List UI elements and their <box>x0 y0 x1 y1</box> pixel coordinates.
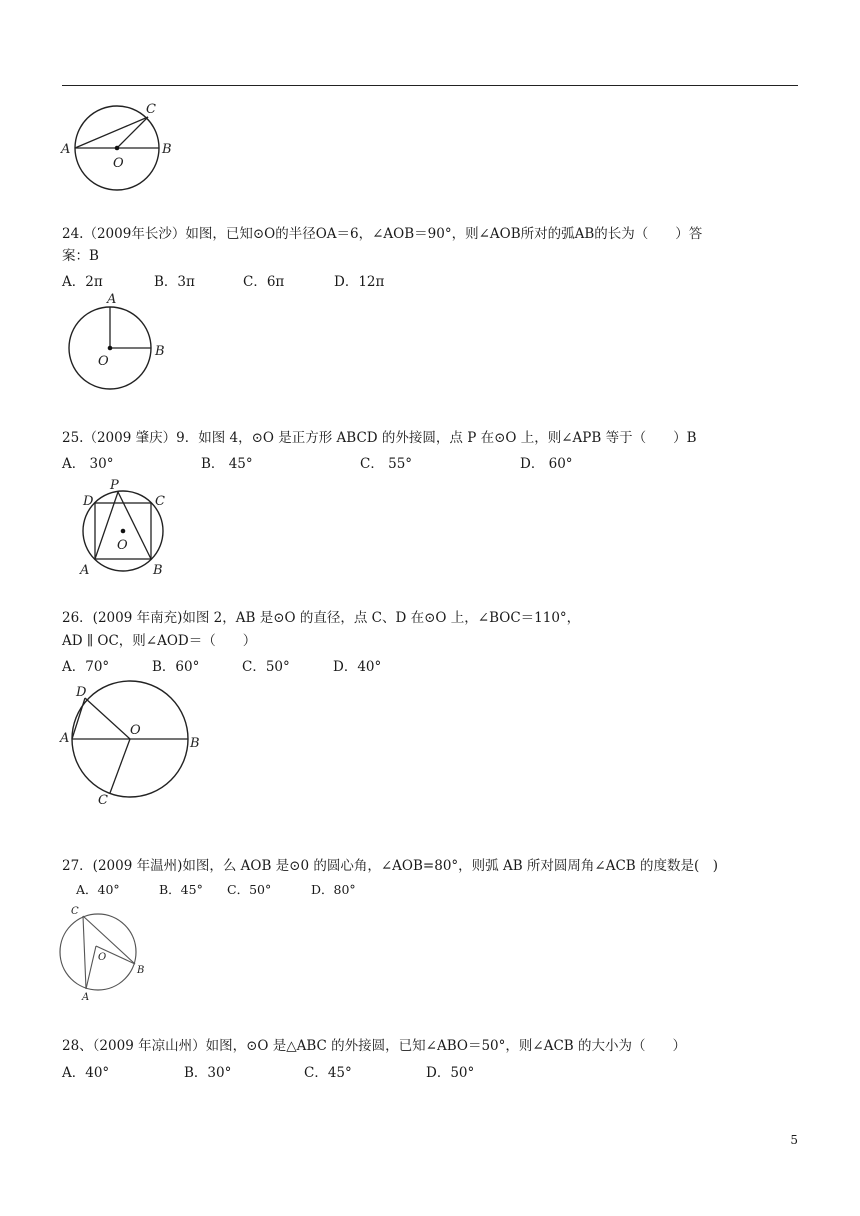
label-C: C <box>146 102 156 117</box>
label-C: C <box>98 793 108 808</box>
q28-option-c: C．45° <box>304 1065 352 1081</box>
q25-option-d: D． 60° <box>520 456 573 472</box>
label-A: A <box>82 992 90 1003</box>
label-B: B <box>155 344 165 359</box>
q27-option-a: A．40° <box>76 882 120 897</box>
q24-option-a: A．2π <box>62 274 103 290</box>
label-B: B <box>137 965 145 976</box>
q26-text-line1: 26．(2009 年南充)如图 2，AB 是⊙O 的直径，点 C、D 在⊙O 上，∠BOC＝110°， <box>62 610 581 626</box>
label-B: B <box>190 736 200 751</box>
label-A: A <box>107 292 117 307</box>
q28-option-d: D．50° <box>426 1065 475 1081</box>
q28-text-line1: 28、（2009 年凉山州）如图，⊙O 是△ABC 的外接圆，已知∠ABO＝50°，则∠ACB 的大小为（ ） <box>62 1038 686 1054</box>
label-D: D <box>83 494 94 509</box>
figure-q25 <box>75 475 175 580</box>
q26-option-b: B．60° <box>152 659 200 675</box>
q26-option-a: A．70° <box>62 659 110 675</box>
q28-option-a: A．40° <box>62 1065 110 1081</box>
q25-option-b: B． 45° <box>201 456 253 472</box>
page-number: 5 <box>790 1133 798 1147</box>
header-rule <box>62 85 798 86</box>
q24-option-b: B．3π <box>154 274 195 290</box>
q27-text-line1: 27．(2009 年温州)如图，么 AOB 是⊙0 的圆心角，∠AOB=80°，则弧 AB 所对圆周角∠ACB 的度数是( ) <box>62 858 719 874</box>
label-O: O <box>117 538 128 553</box>
q27-option-d: D．80° <box>311 882 356 897</box>
q24-text-line1: 24.（2009年长沙）如图，已知⊙O的半径OA＝6，∠AOB＝90°，则∠AOB所对的弧AB的长为（ ）答 <box>62 226 703 242</box>
q25-option-a: A． 30° <box>62 456 114 472</box>
q28-option-b: B．30° <box>184 1065 232 1081</box>
label-C: C <box>155 494 165 509</box>
q27-option-b: B．45° <box>159 882 203 897</box>
q25-text-line1: 25.（2009 肇庆）9．如图 4，⊙O 是正方形 ABCD 的外接圆，点 P 在⊙O 上，则∠APB 等于（ ）B <box>62 430 697 446</box>
q24-option-c: C．6π <box>243 274 285 290</box>
q25-option-c: C． 55° <box>360 456 413 472</box>
label-O: O <box>130 723 141 738</box>
q24-text-line2: 案：B <box>62 248 99 264</box>
q26-text-line2: AD ∥ OC，则∠AOD＝（ ） <box>62 633 257 649</box>
figure-q24 <box>58 290 178 395</box>
label-C: C <box>71 906 79 917</box>
label-B: B <box>153 563 163 578</box>
label-D: D <box>76 685 87 700</box>
q24-option-d: D．12π <box>334 274 385 290</box>
label-P: P <box>110 478 119 493</box>
label-O: O <box>98 952 107 963</box>
label-A: A <box>61 142 71 157</box>
label-O: O <box>113 156 124 171</box>
q26-option-d: D．40° <box>333 659 382 675</box>
figure-top-circle <box>58 100 178 200</box>
label-A: A <box>60 731 70 746</box>
q27-option-c: C．50° <box>227 882 272 897</box>
figure-q26 <box>58 678 208 808</box>
figure-q27 <box>58 902 158 1007</box>
label-O: O <box>98 354 109 369</box>
q26-option-c: C．50° <box>242 659 290 675</box>
label-B: B <box>162 142 172 157</box>
label-A: A <box>80 563 90 578</box>
